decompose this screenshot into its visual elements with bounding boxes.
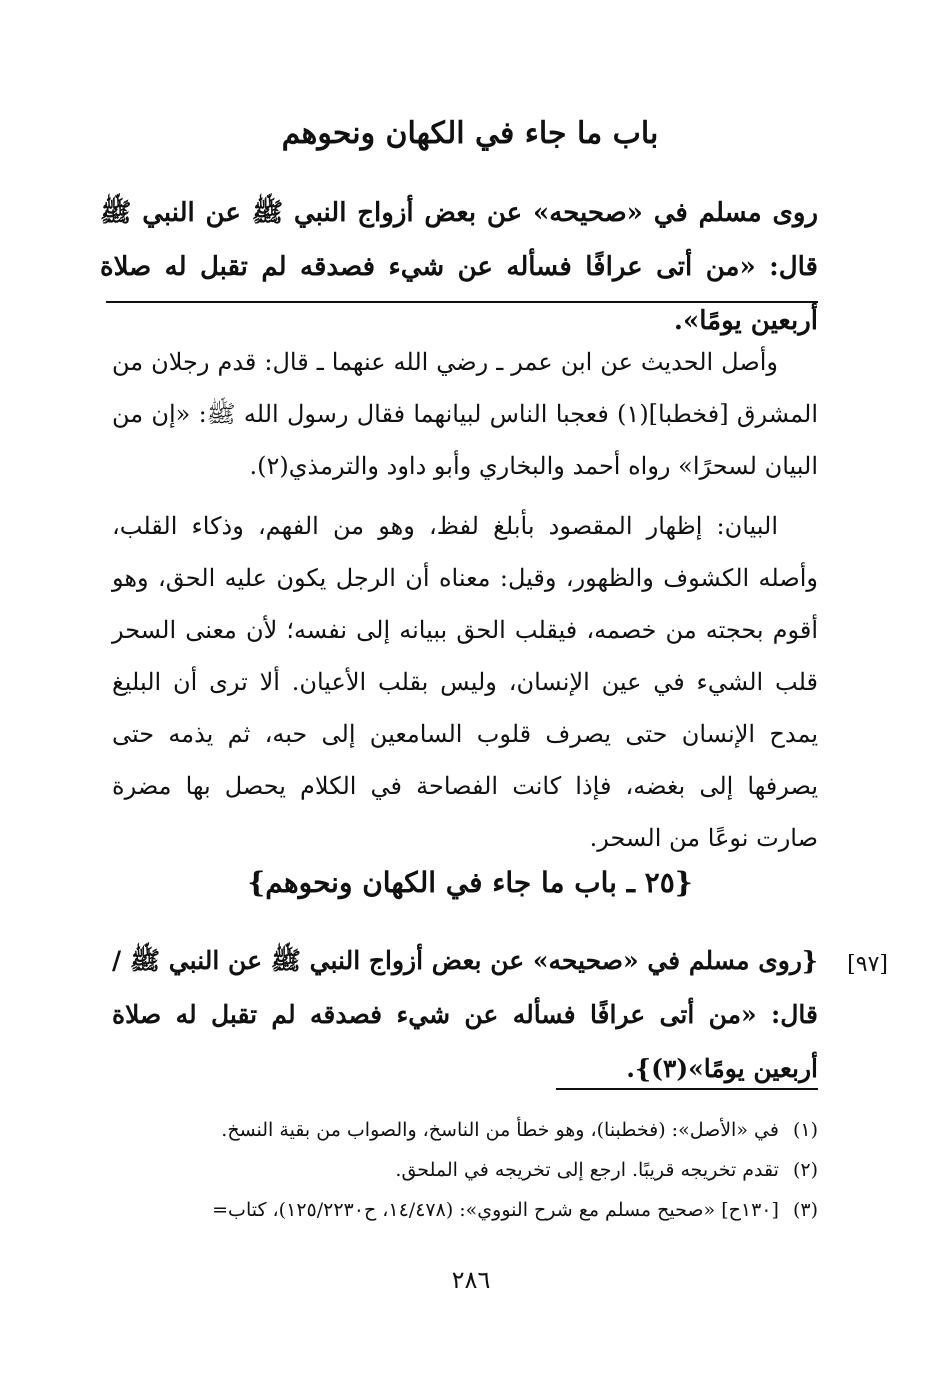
page-number: ٢٨٦ [451,1266,491,1294]
footnote-number: (٢) [792,1159,818,1181]
footnote-number: (٣) [792,1199,818,1221]
footnotes [112,1110,818,1230]
footnote [112,1110,818,1150]
paragraph-number: [٩٧] [847,952,888,977]
footnote-text: تقدم تخريجه قريبًا. ارجع إلى تخريجه في الملحق. [395,1159,779,1181]
footnote-text: في «الأصل»: (فخطبنا)، وهو خطأ من الناسخ، والصواب من بقية النسخ. [221,1119,779,1141]
footnote [112,1190,818,1230]
header-divider [106,301,818,303]
footnote-text: [١٣٠ح] «صحيح مسلم مع شرح النووي»: (١٤/٤٧٨، ح١٢٥/٢٢٣٠)، كتاب= [212,1199,779,1221]
hadith-summary: روى مسلم في «صحيحه» عن بعض أزواج النبي ﷺ عن النبي ﷺ قال: «من أتى عرافًا فسأله عن شيء فصدقه لم تقبل له صلاة أربعين يومًا». [100,198,818,336]
quoted-hadith-text: {روى مسلم في «صحيحه» عن بعض أزواج النبي ﷺ عن النبي ﷺ / قال: «من أتى عرافًا فسأله عن شيء فصدقه لم تقبل له صلاة أربعين يومًا»(٣)}. [112,946,818,1083]
commentary-paragraph: وأصل الحديث عن ابن عمر ـ رضي الله عنهما ـ قال: قدم رجلان من المشرق [فخطبا](١) فعجبا الناس لبيانهما فقال رسول الله ﷺ: «إن من البيان لسحرًا» رواه أحمد والبخاري وأبو داود والترمذي(٢). [112,348,818,480]
running-header-title: باب ما جاء في الكهان ونحوهم [281,116,659,151]
footnote-divider [556,1088,818,1090]
footnote [112,1150,818,1190]
commentary-paragraph: البيان: إظهار المقصود بأبلغ لفظ، وهو من الفهم، وذكاء القلب، وأصله الكشوف والظهور، وقيل: معناه أن الرجل يكون عليه الحق، وهو أقوم بحجته من خصمه، فيقلب الحق ببيانه إلى نفسه؛ لأن معنى السحر قلب الشيء في عين الإنسان، وليس بقلب الأعيان. ألا ترى أن البليغ يمدح الإنسان حتى يصرف قلوب السامعين إلى حبه، ثم يذمه حتى يصرفها إلى بغضه، فإذا كانت الفصاحة في الكلام يحصل بها مضرة صارت نوعًا من السحر. [112,512,818,852]
section-heading: {٢٥ ـ باب ما جاء في الكهان ونحوهم} [247,866,693,899]
commentary-body [112,336,818,872]
footnote-number: (١) [792,1119,818,1141]
